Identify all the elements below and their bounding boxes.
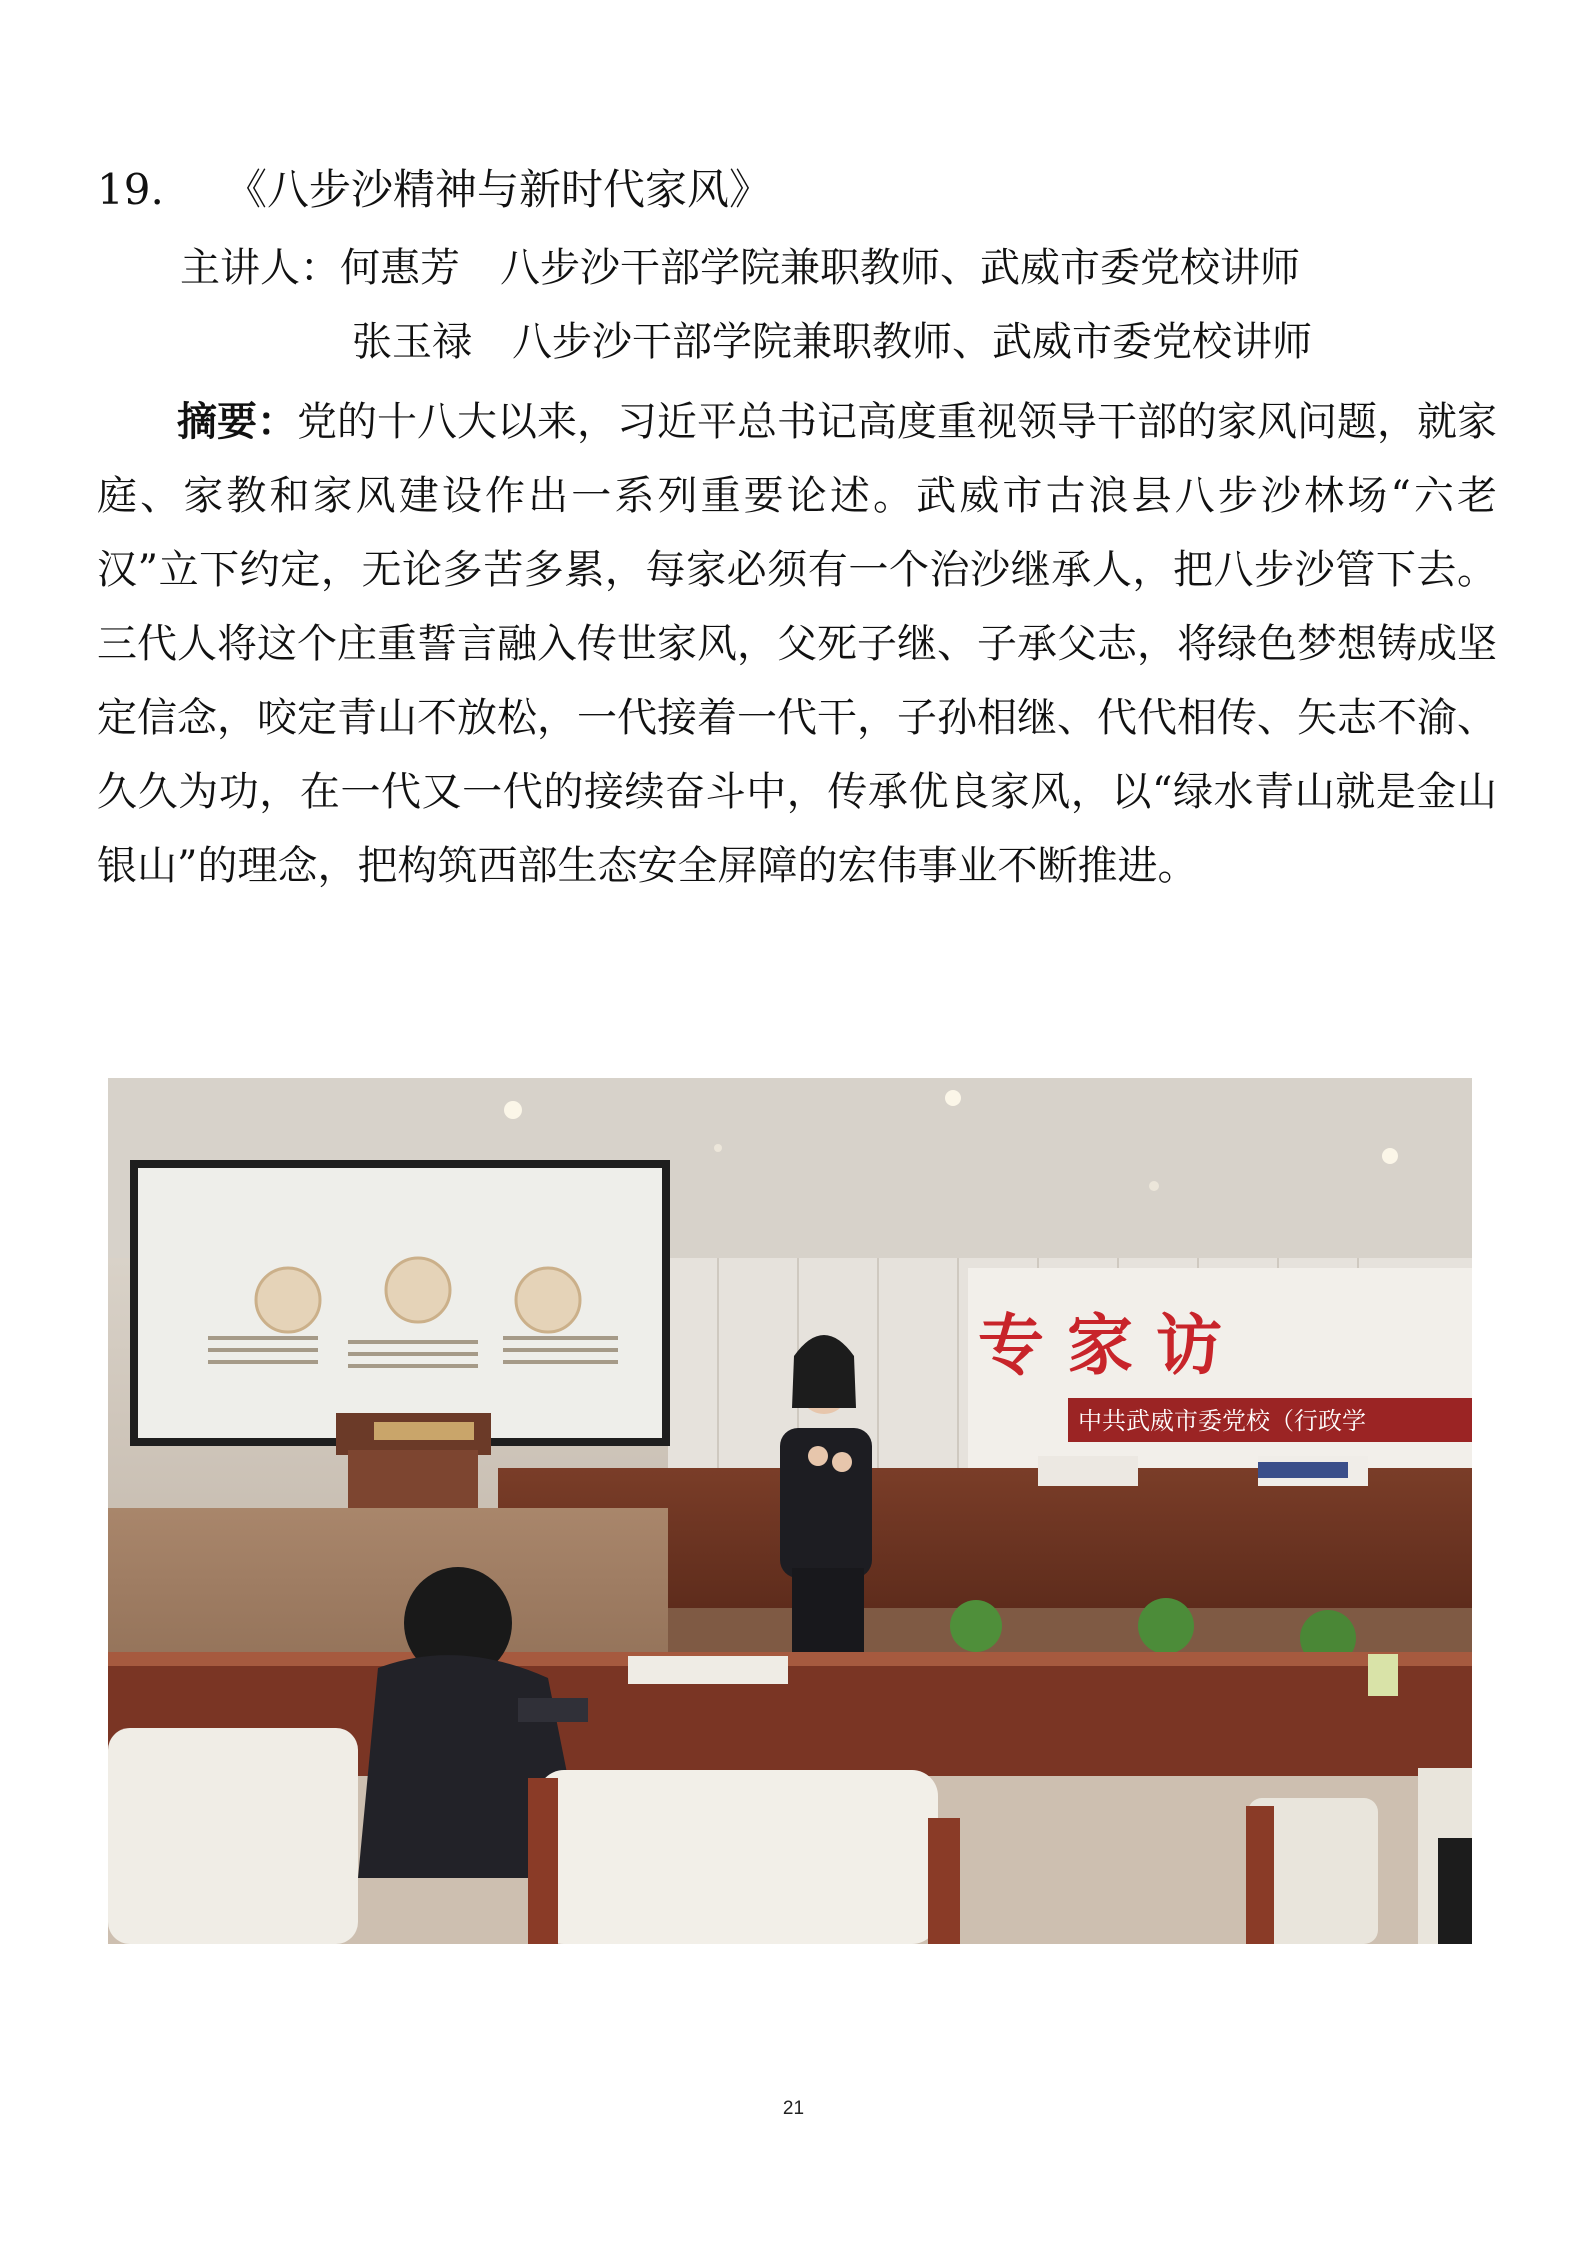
abstract-paragraph <box>97 385 1497 903</box>
page-number: 21 <box>782 2098 805 2119</box>
lecture-number: 19. <box>97 165 164 214</box>
lecture-photo <box>108 1078 1472 1944</box>
abstract-text: 党的十八大以来，习近平总书记高度重视领导干部的家风问题，就家庭、家教和家风建设作出一系列重要论述。武威市古浪县八步沙林场“六老汉”立下约定，无论多苦多累，每家必须有一个治沙继承人，把八步沙管下去。三代人将这个庄重誓言融入传世家风，父死子继、子承父志，将绿色梦想铸成坚定信念，咬定青山不放松，一代接着一代干，子孙相继、代代相传、矢志不渝、久久为功，在一代又一代的接续奋斗中，传承优良家风，以“绿水青山就是金山银山”的理念，把构筑西部生态安全屏障的宏伟事业不断推进。 <box>97 399 1497 889</box>
speaker-line-2 <box>352 312 1312 372</box>
speaker-title-1: 八步沙干部学院兼职教师、武威市委党校讲师 <box>500 245 1300 291</box>
lecture-title: 《八步沙精神与新时代家风》 <box>225 165 772 214</box>
banner-text: 专 家 访 <box>978 1306 1222 1384</box>
speaker-name-2: 张玉禄 <box>352 319 472 365</box>
speaker-title-2: 八步沙干部学院兼职教师、武威市委党校讲师 <box>512 319 1312 365</box>
speaker-label: 主讲人： <box>180 245 340 291</box>
speaker-line-1 <box>180 238 1300 298</box>
banner-subtext: 中共武威市委党校（行政学 <box>1078 1407 1366 1435</box>
lecture-photo-illustration <box>108 1078 1472 1944</box>
speaker-name-1: 何惠芳 <box>340 245 460 291</box>
lecture-heading <box>97 160 771 220</box>
abstract-label: 摘要： <box>177 398 297 445</box>
